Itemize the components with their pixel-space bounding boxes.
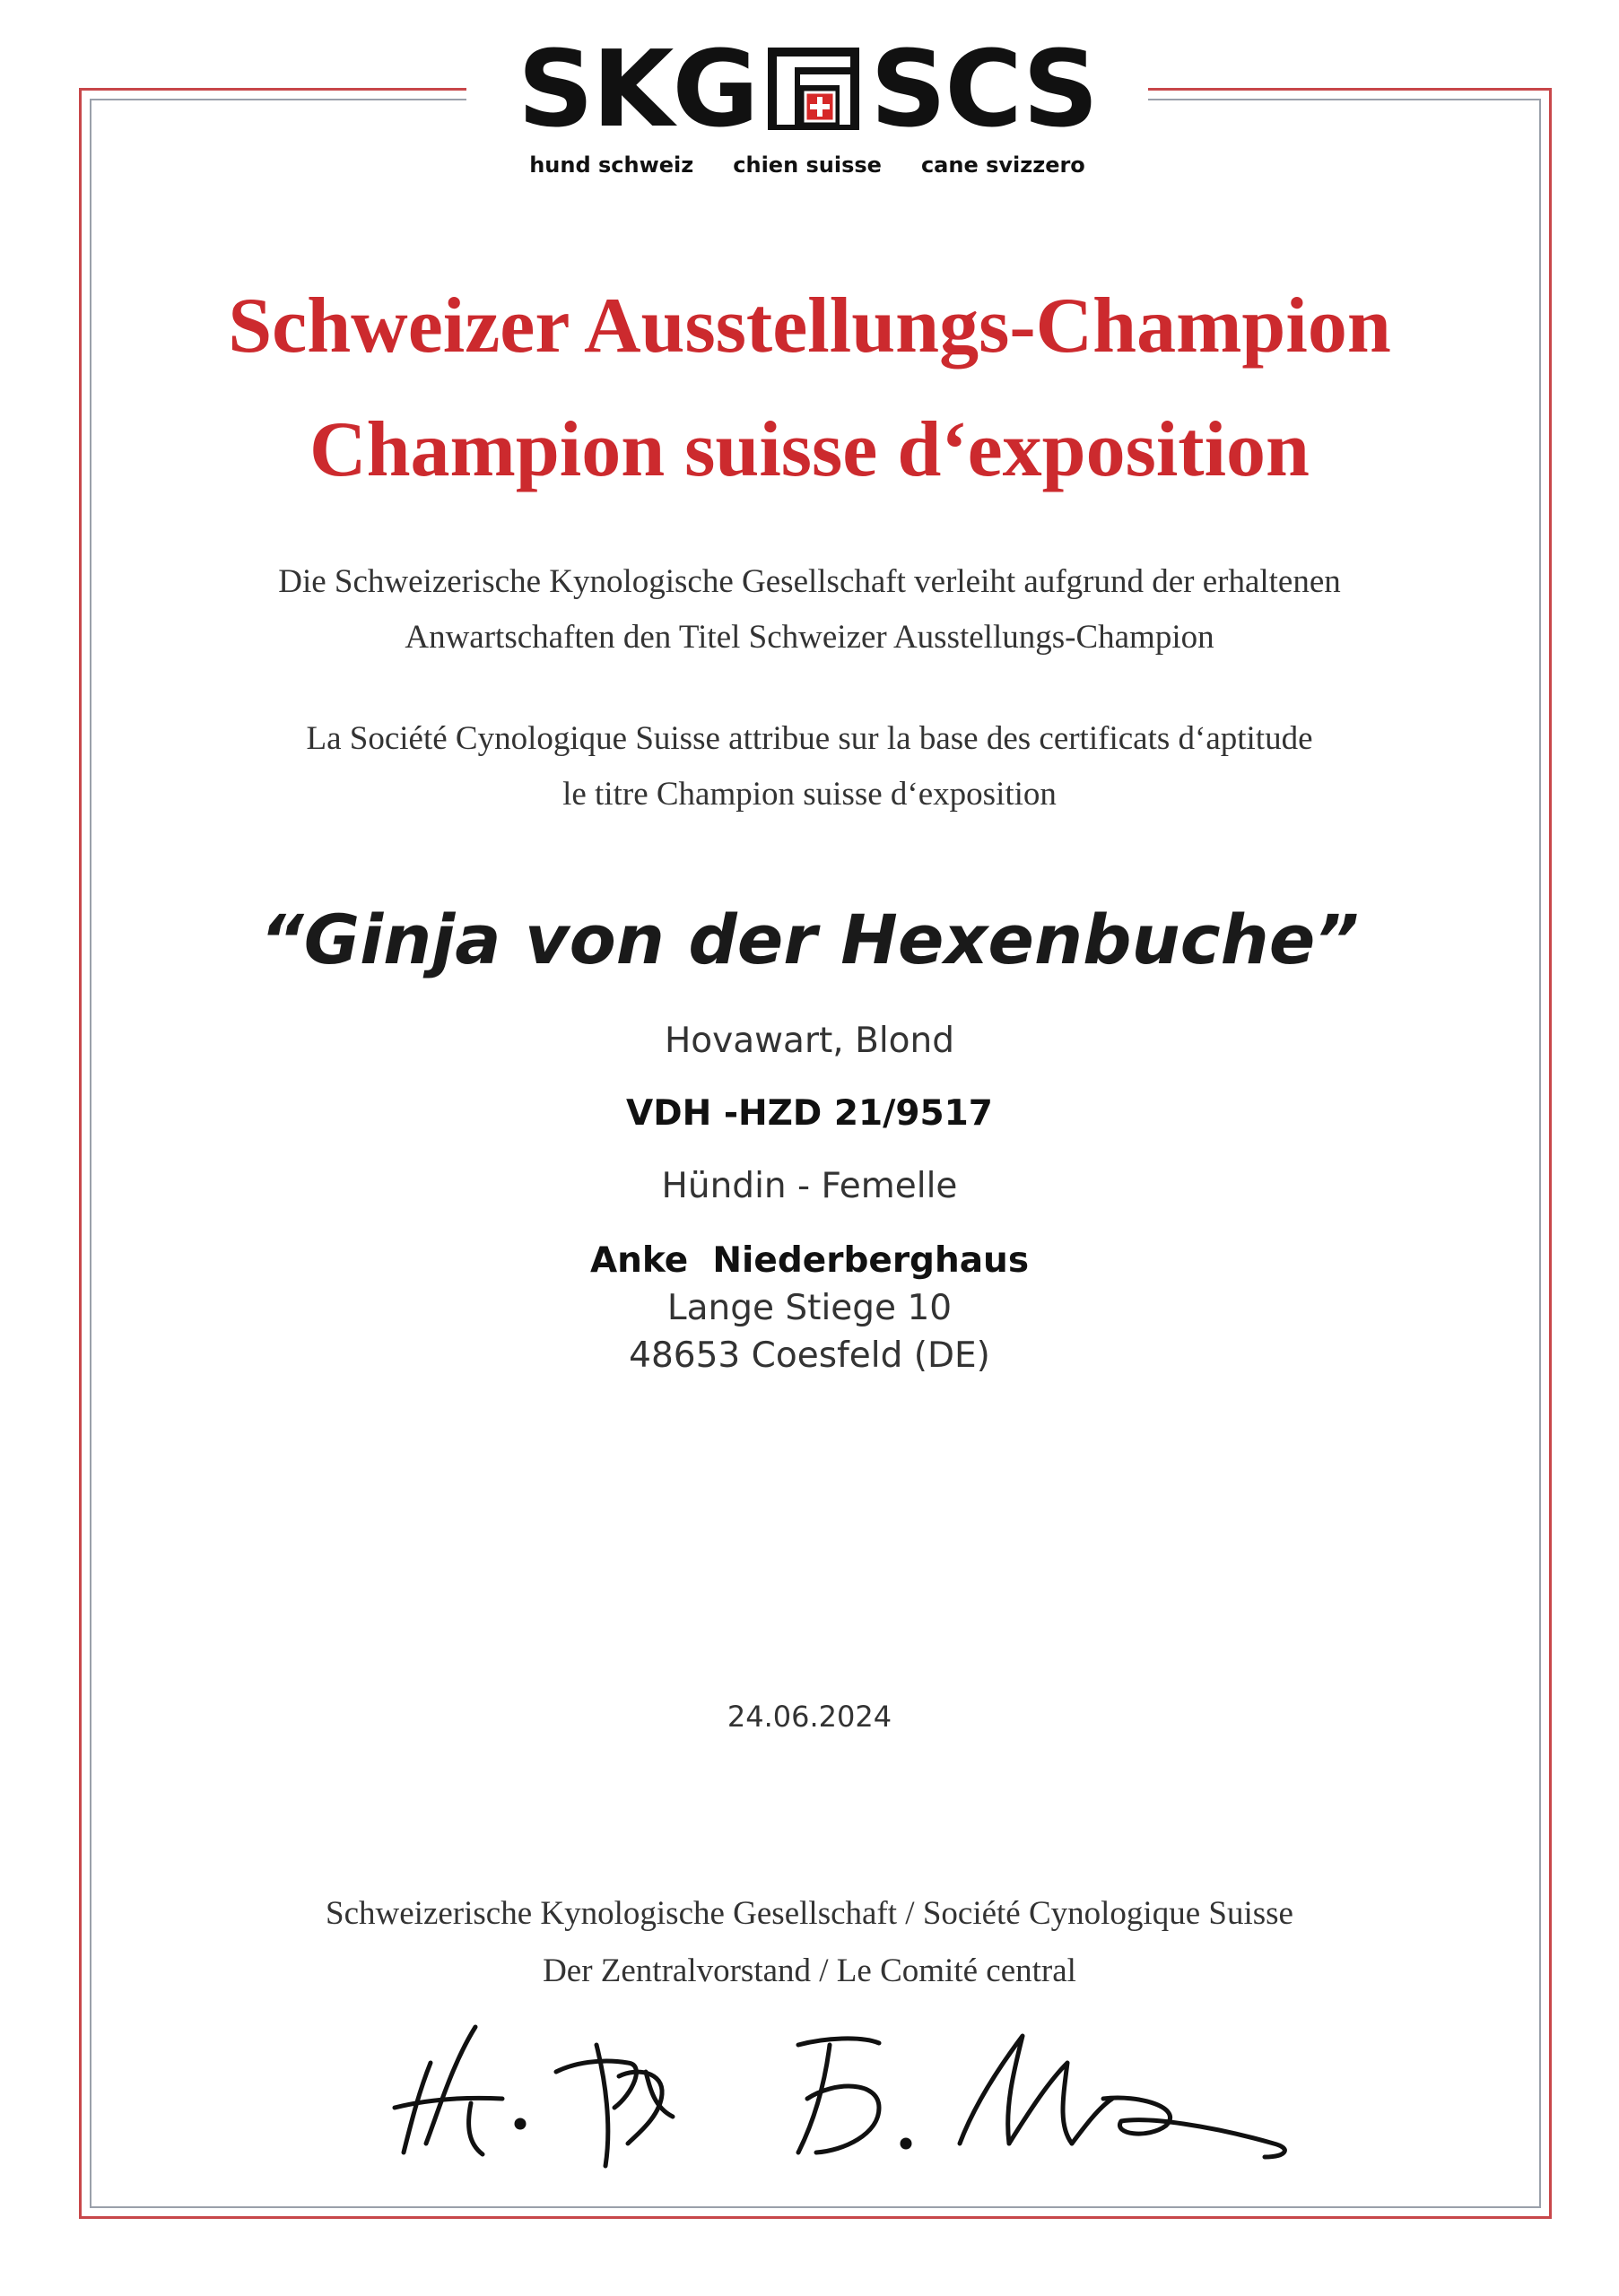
owner-name: Anke Niederberghaus <box>589 1240 1030 1281</box>
intro-german-line1: Die Schweizerische Kynologische Gesellschaft verleiht aufgrund der erhaltenen <box>278 563 1341 600</box>
dog-registration: VDH -HZD 21/9517 <box>626 1093 993 1134</box>
logo-sub-it: cane svizzero <box>920 152 1085 178</box>
dog-name: “Ginja von der Hexenbuche” <box>259 900 1360 979</box>
logo-sub-fr: chien suisse <box>733 152 882 178</box>
owner-street: Lange Stiege 10 <box>666 1288 953 1328</box>
intro-french <box>0 711 1619 822</box>
award-date: 24.06.2024 <box>727 1700 892 1734</box>
title-german: Schweizer Ausstellungs-Champion <box>228 283 1391 370</box>
footer-organization: Schweizerische Kynologische Gesellschaft / Société Cynologique Suisse <box>326 1895 1293 1932</box>
skg-scs-logo <box>466 27 1148 179</box>
dog-breed: Hovawart, Blond <box>664 1021 954 1061</box>
logo-sub-de: hund schweiz <box>529 152 694 178</box>
logo-text-scs: SCS <box>870 27 1098 151</box>
title-french: Champion suisse d‘exposition <box>309 406 1310 493</box>
signatures <box>377 2009 1319 2170</box>
signature-left <box>395 2027 673 2166</box>
dog-house-swiss-cross-icon <box>764 44 863 134</box>
intro-french-line2: le titre Champion suisse d‘exposition <box>562 776 1057 813</box>
logo-text-skg: SKG <box>517 27 758 151</box>
owner-city: 48653 Coesfeld (DE) <box>629 1335 990 1376</box>
dog-sex: Hündin - Femelle <box>661 1166 958 1206</box>
intro-german-line2: Anwartschaften den Titel Schweizer Ausstellungs-Champion <box>405 619 1214 656</box>
footer-board: Der Zentralvorstand / Le Comité central <box>543 1952 1076 1989</box>
intro-german <box>0 554 1619 665</box>
intro-french-line1: La Société Cynologique Suisse attribue sur la base des certificats d‘aptitude <box>306 720 1313 757</box>
signature-right <box>798 2036 1284 2157</box>
